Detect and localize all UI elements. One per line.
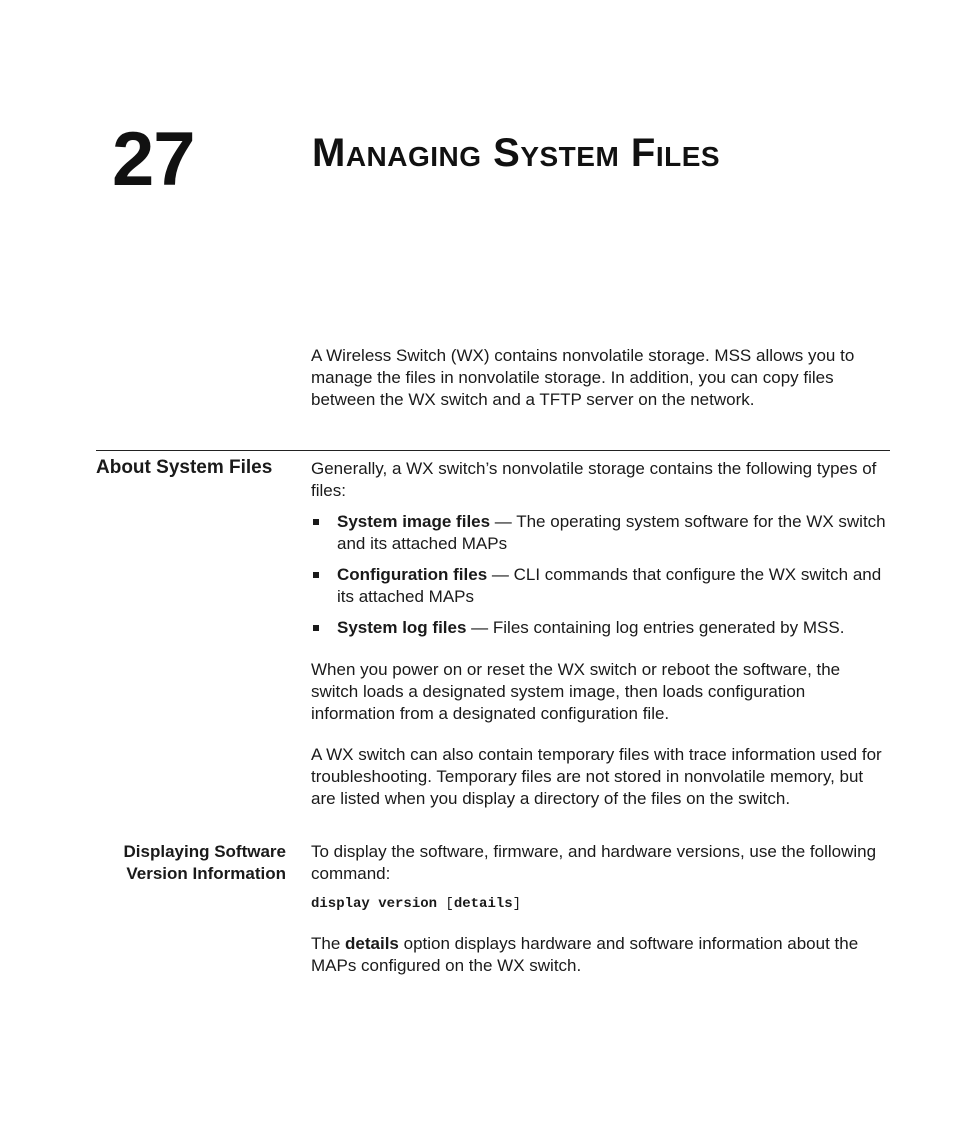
- command-keyword: display version: [311, 896, 438, 912]
- list-item-term: System image files: [337, 512, 491, 531]
- bullet-square-icon: [313, 625, 319, 631]
- subsection-heading-line1: Displaying Software: [123, 842, 286, 861]
- details-prefix: The: [311, 934, 346, 953]
- section-divider: [96, 450, 890, 451]
- list-item-description: — The operating system software for the WX switch and its attached MAPs: [337, 512, 886, 553]
- details-paragraph: [311, 933, 891, 977]
- command-close-bracket: ]: [512, 896, 522, 912]
- list-item: [311, 617, 891, 639]
- list-item-description: — Files containing log entries generated by MSS.: [466, 618, 845, 637]
- list-item: [311, 511, 891, 555]
- subsection-heading-displaying-version: [96, 841, 286, 885]
- details-rest: option displays hardware and software information about the MAPs configured on the WX switch.: [311, 934, 859, 975]
- command-syntax: [311, 894, 521, 914]
- subsection-heading-line2: Version Information: [126, 864, 286, 883]
- command-open-bracket: [: [437, 896, 454, 912]
- boot-paragraph: When you power on or reset the WX switch or reboot the software, the switch loads a designated system image, then loads configuration information from a designated configuration file.: [311, 660, 841, 723]
- list-item-description: — CLI commands that configure the WX switch and its attached MAPs: [337, 565, 882, 606]
- about-lead-paragraph: Generally, a WX switch’s nonvolatile storage contains the following types of files:: [311, 459, 877, 500]
- section-heading-about-system-files: About System Files: [96, 457, 273, 478]
- list-item-term: System log files: [337, 618, 467, 637]
- list-item-term: Configuration files: [337, 565, 488, 584]
- version-lead-paragraph: To display the software, firmware, and hardware versions, use the following command:: [311, 842, 877, 883]
- chapter-number: 27: [112, 117, 195, 202]
- bullet-square-icon: [313, 519, 319, 525]
- temporary-files-paragraph: A WX switch can also contain temporary files with trace information used for troubleshooting. Temporary files are not stored in nonvolatile memory, but are listed when you display a directory of the files on the switch.: [311, 745, 882, 808]
- details-term: details: [345, 934, 399, 953]
- list-item: [311, 564, 891, 608]
- command-option: details: [453, 896, 513, 912]
- intro-paragraph: A Wireless Switch (WX) contains nonvolatile storage. MSS allows you to manage the files in nonvolatile storage. In addition, you can copy files between the WX switch and a TFTP server on the network.: [311, 346, 855, 409]
- chapter-title: Managing System Files: [312, 131, 721, 175]
- bullet-square-icon: [313, 572, 319, 578]
